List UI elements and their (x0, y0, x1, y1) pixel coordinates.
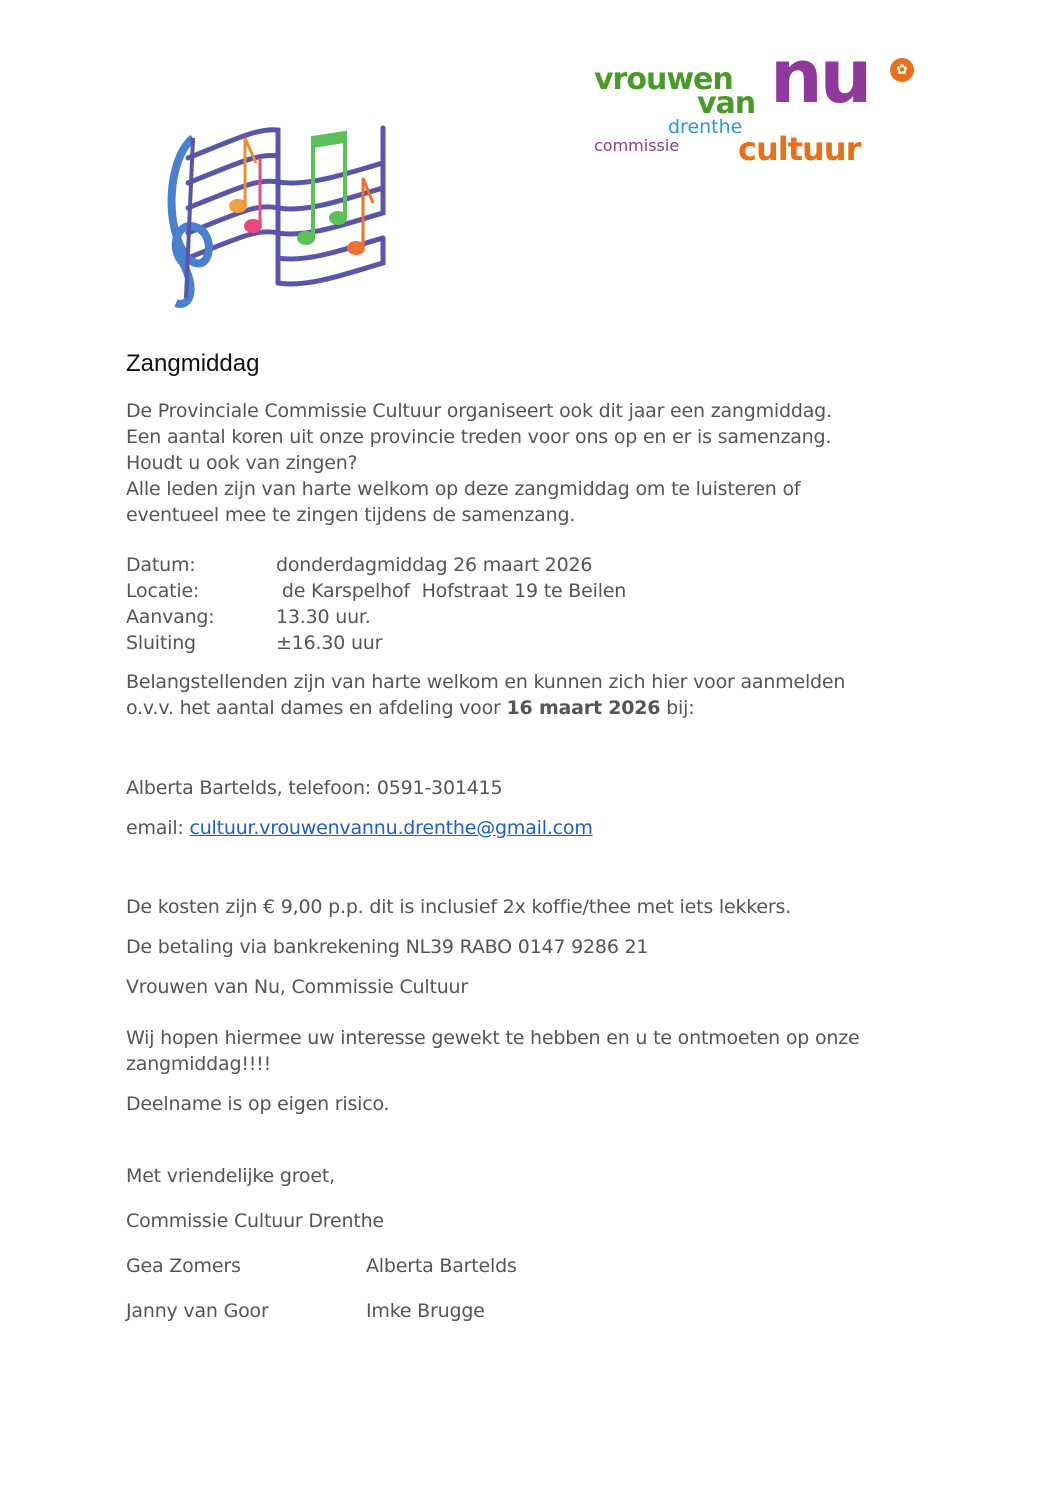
vrouwen-van-nu-logo (592, 34, 922, 176)
signup-text: o.v.v. het aantal dames en afdeling voor (126, 697, 507, 719)
intro-line: De Provinciale Commissie Cultuur organiseert ook dit jaar een zangmiddag. (126, 400, 832, 422)
sender-text: Commissie Cultuur Drenthe (126, 1210, 384, 1232)
detail-value: ±16.30 uur (276, 632, 383, 654)
detail-label: Datum: (126, 554, 196, 576)
intro-line: Een aantal koren uit onze provincie treden voor ons op en er is samenzang. (126, 426, 832, 448)
logo-flower-icon: ✿ (890, 58, 914, 82)
signatory: Alberta Bartelds (366, 1255, 517, 1277)
hope-line: Wij hopen hiermee uw interesse gewekt te hebben en u te ontmoeten op onze (126, 1027, 860, 1049)
risk-text: Deelname is op eigen risico. (126, 1093, 390, 1115)
contact-email-line (126, 815, 593, 841)
signup-line (126, 695, 845, 721)
signup-text: bij: (660, 697, 695, 719)
email-link[interactable]: cultuur.vrouwenvannu.drenthe@gmail.com (189, 817, 593, 839)
logo-nu: nu (770, 34, 870, 120)
closing-text: Met vriendelijke groet, (126, 1165, 335, 1187)
hope-line: zangmiddag!!!! (126, 1053, 271, 1075)
music-notes-image (148, 118, 398, 318)
detail-label: Aanvang: (126, 606, 215, 628)
signatory: Imke Brugge (366, 1300, 485, 1322)
intro-line: eventueel mee te zingen tijdens de samenzang. (126, 504, 576, 526)
logo-cultuur: cultuur (738, 130, 861, 168)
logo-drenthe: drenthe (668, 116, 743, 138)
logo-van: van (697, 86, 756, 121)
intro-line: Alle leden zijn van harte welkom op deze zangmiddag om te luisteren of (126, 478, 801, 500)
detail-value: de Karspelhof Hofstraat 19 te Beilen (276, 580, 627, 602)
signup-paragraph (126, 669, 845, 721)
signatory: Gea Zomers (126, 1255, 241, 1277)
costs-text: De kosten zijn € 9,00 p.p. dit is inclusief 2x koffie/thee met iets lekkers. (126, 896, 792, 918)
detail-label: Sluiting (126, 632, 196, 654)
logo-commissie: commissie (594, 136, 680, 155)
music-staff-icon (148, 118, 398, 318)
contact-phone: Alberta Bartelds, telefoon: 0591-301415 (126, 777, 503, 799)
detail-row-end (126, 630, 383, 656)
payee-text: Vrouwen van Nu, Commissie Cultuur (126, 976, 468, 998)
signatory: Janny van Goor (126, 1300, 269, 1322)
signup-line: Belangstellenden zijn van harte welkom en kunnen zich hier voor aanmelden (126, 671, 846, 693)
detail-row-date (126, 552, 593, 578)
email-label: email: (126, 817, 190, 839)
detail-value: donderdagmiddag 26 maart 2026 (276, 554, 593, 576)
detail-row-location (126, 578, 627, 604)
hope-paragraph (126, 1025, 860, 1077)
payment-text: De betaling via bankrekening NL39 RABO 0147 9286 21 (126, 936, 649, 958)
detail-value: 13.30 uur. (276, 606, 371, 628)
intro-line: Houdt u ook van zingen? (126, 452, 358, 474)
detail-label: Locatie: (126, 580, 200, 602)
page-title: Zangmiddag (126, 350, 260, 377)
logo-vrouwen: vrouwen (594, 62, 733, 97)
event-details (126, 552, 627, 656)
signup-deadline: 16 maart 2026 (506, 697, 661, 719)
detail-row-start (126, 604, 371, 630)
intro-paragraph (126, 398, 832, 528)
